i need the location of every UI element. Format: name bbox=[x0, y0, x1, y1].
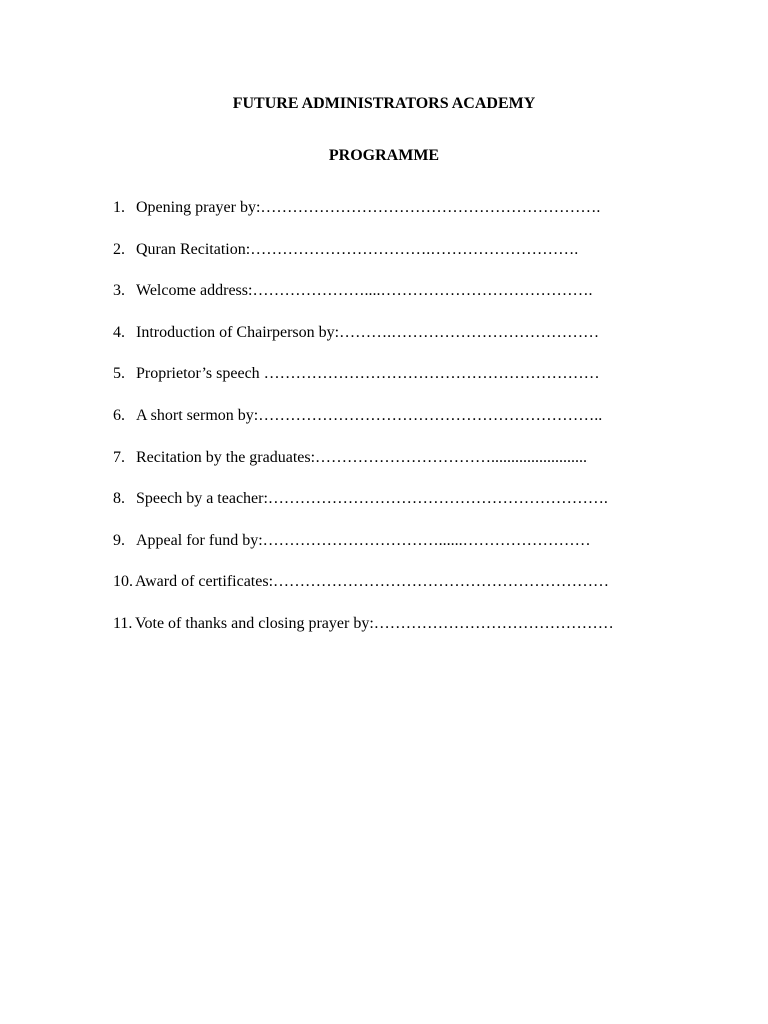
item-number: 4. bbox=[113, 323, 125, 341]
programme-heading: PROGRAMME bbox=[328, 147, 440, 164]
item-text: Opening prayer by:………………………………………………………. bbox=[136, 199, 601, 216]
item-text: Award of certificates:……………………………………………………… bbox=[135, 573, 610, 591]
programme-item-11 bbox=[113, 614, 733, 634]
item-number: 9. bbox=[113, 531, 125, 549]
item-text: Appeal for fund by:……………………………......…………………… bbox=[136, 531, 591, 549]
item-text: Proprietor’s speech ……………………………………………………… bbox=[136, 365, 600, 383]
programme-item-6 bbox=[113, 406, 733, 426]
item-text: Recitation by the graduates:……………………………........................ bbox=[136, 448, 588, 466]
item-number: 3. bbox=[113, 282, 125, 300]
item-number: 6. bbox=[113, 406, 125, 424]
item-number: 1. bbox=[113, 199, 125, 216]
item-text: Introduction of Chairperson by:……….………………………………… bbox=[136, 323, 600, 341]
programme-item-5 bbox=[113, 364, 733, 384]
programme-item-1 bbox=[113, 198, 733, 218]
programme-item-3 bbox=[113, 281, 733, 301]
programme-item-10 bbox=[113, 572, 733, 592]
item-text: Speech by a teacher:………………………………………………………. bbox=[136, 490, 608, 508]
item-number: 2. bbox=[113, 240, 125, 258]
programme-item-4 bbox=[113, 323, 733, 343]
programme-item-7 bbox=[113, 448, 733, 468]
programme-item-8 bbox=[113, 489, 733, 509]
item-text: Vote of thanks and closing prayer by:……………………………………… bbox=[135, 614, 614, 632]
item-number: 10. bbox=[113, 573, 133, 591]
item-number: 11. bbox=[113, 614, 133, 632]
programme-list bbox=[113, 198, 733, 656]
item-number: 5. bbox=[113, 365, 125, 383]
item-text: Welcome address:…………………....…………………………………. bbox=[136, 282, 593, 300]
programme-item-9 bbox=[113, 531, 733, 551]
academy-title: FUTURE ADMINISTRATORS ACADEMY bbox=[232, 95, 536, 112]
item-text: A short sermon by:……………………………………………………….. bbox=[136, 406, 603, 424]
item-text: Quran Recitation:…………………………….………………………. bbox=[136, 240, 579, 258]
programme-item-2 bbox=[113, 240, 733, 260]
item-number: 8. bbox=[113, 490, 125, 508]
item-number: 7. bbox=[113, 448, 125, 466]
